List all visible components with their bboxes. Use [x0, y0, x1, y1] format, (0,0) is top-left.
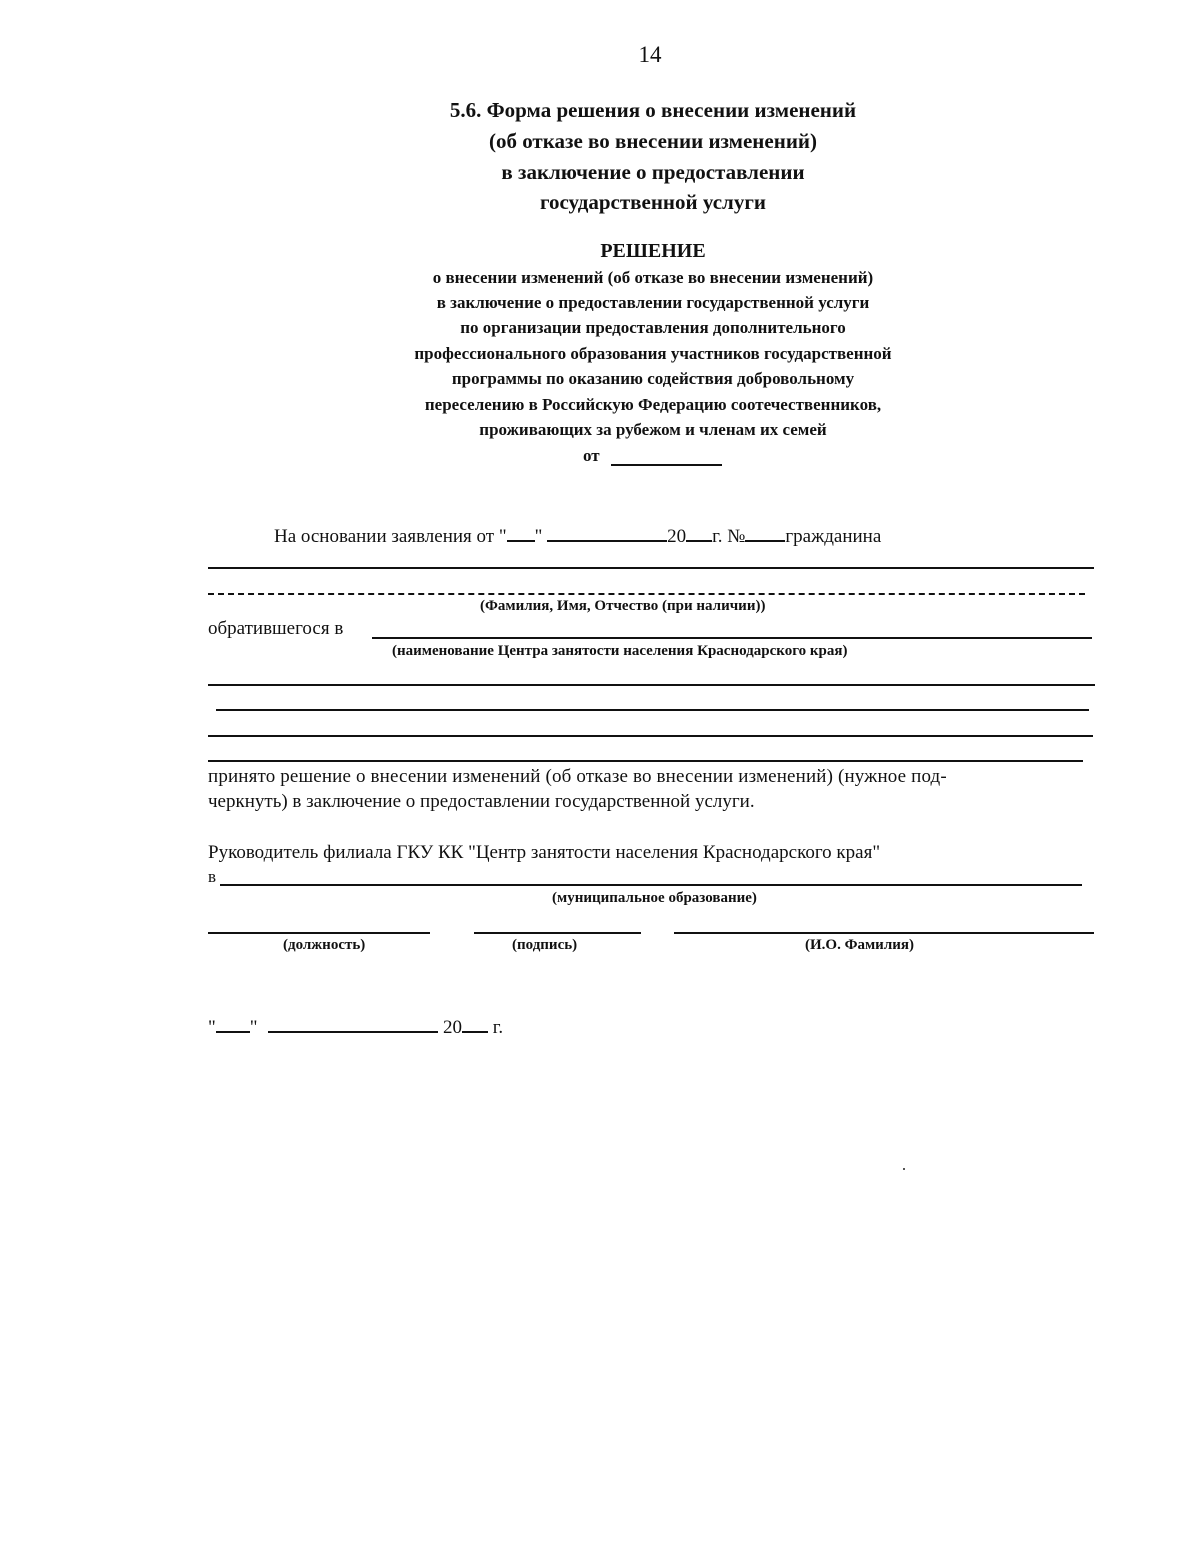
application-year-field[interactable] — [686, 520, 712, 542]
fio-field-line[interactable] — [208, 593, 1085, 595]
signature-caption: (подпись) — [512, 937, 578, 953]
decision-date-field[interactable] — [611, 464, 722, 466]
section-title-line: (об отказе во внесении изменений) — [488, 129, 818, 153]
application-year-prefix: 20 — [667, 526, 687, 547]
decision-date-label: от — [583, 446, 600, 465]
name-caption: (И.О. Фамилия) — [805, 937, 914, 953]
blank-field-line[interactable] — [208, 760, 1083, 762]
section-title-line: 5.6. Форма решения о внесении изменений — [449, 98, 857, 122]
blank-field-line[interactable] — [216, 709, 1089, 711]
head-label: Руководитель филиала ГКУ КК "Центр занятости населения Краснодарского края" — [208, 842, 881, 863]
date-month-field[interactable] — [268, 1011, 438, 1033]
date-quote-close: " — [249, 1017, 258, 1038]
page-number: 14 — [638, 42, 662, 67]
decision-subtitle-line: проживающих за рубежом и членам их семей — [479, 420, 827, 439]
application-quote-close: " — [534, 526, 543, 547]
date-year-prefix: 20 — [443, 1017, 463, 1038]
decision-subtitle-line: в заключение о предоставлении государственной услуги — [436, 293, 870, 312]
fio-field-line[interactable] — [208, 567, 1094, 569]
date-quote-open: " — [208, 1017, 216, 1038]
date-line — [208, 1011, 503, 1039]
section-title-line: государственной услуги — [540, 190, 766, 214]
name-field[interactable] — [674, 932, 1094, 934]
decision-subtitle-line: переселению в Российскую Федерацию соотечественников, — [424, 395, 882, 414]
employment-center-field[interactable] — [372, 637, 1092, 639]
blank-field-line[interactable] — [208, 735, 1093, 737]
decision-text-line: принято решение о внесении изменений (об отказе во внесении изменений) (нужное под- — [208, 766, 947, 787]
decision-subtitle-line: профессионального образования участников государственной — [414, 344, 892, 363]
application-number-field[interactable] — [745, 520, 785, 542]
application-year-suffix: г. № — [712, 526, 746, 547]
date-year-suffix: г. — [492, 1017, 504, 1038]
application-prefix: На основании заявления от " — [274, 526, 507, 547]
in-label: в — [208, 867, 217, 886]
application-day-field[interactable] — [507, 520, 535, 542]
application-month-field[interactable] — [547, 520, 667, 542]
decision-text-line: черкнуть) в заключение о предоставлении государственной услуги. — [208, 791, 755, 812]
scan-speck — [903, 1168, 905, 1170]
position-field[interactable] — [208, 932, 430, 934]
employment-center-caption: (наименование Центра занятости населения Краснодарского края) — [392, 643, 848, 659]
section-title-line: в заключение о предоставлении — [501, 160, 805, 184]
decision-subtitle-line: о внесении изменений (об отказе во внесении изменений) — [432, 268, 874, 287]
municipality-caption: (муниципальное образование) — [552, 890, 757, 906]
date-year-field[interactable] — [462, 1011, 488, 1033]
application-line — [274, 520, 881, 548]
decision-heading: РЕШЕНИЕ — [600, 240, 706, 262]
date-day-field[interactable] — [216, 1011, 250, 1033]
application-citizen-label: гражданина — [785, 526, 882, 547]
fio-caption: (Фамилия, Имя, Отчество (при наличии)) — [480, 598, 766, 614]
position-caption: (должность) — [283, 937, 366, 953]
decision-subtitle-line: по организации предоставления дополнительного — [460, 318, 846, 337]
decision-subtitle-line: программы по оказанию содействия добровольному — [451, 369, 855, 388]
municipality-field[interactable] — [220, 884, 1082, 886]
applied-to-label: обратившегося в — [208, 618, 344, 639]
blank-field-line[interactable] — [208, 684, 1095, 686]
signature-field[interactable] — [474, 932, 641, 934]
